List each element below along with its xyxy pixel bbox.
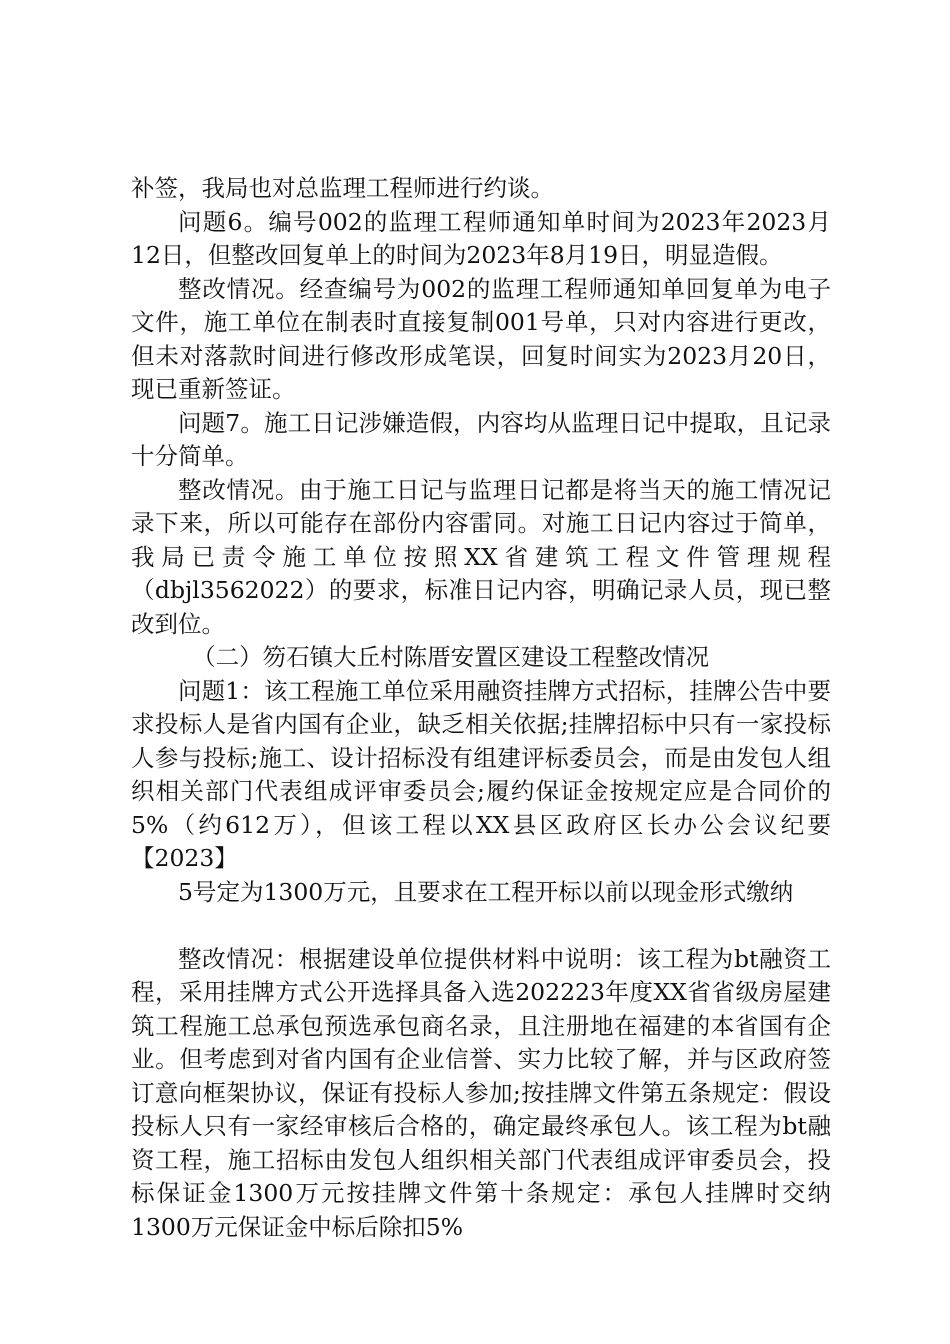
paragraph-issue-7: 问题7。施工日记涉嫌造假，内容均从监理日记中提取，且记录十分简单。 xyxy=(131,408,831,470)
paragraph-rectification-6: 整改情况。经查编号为002的监理工程师通知单回复单为电子文件，施工单位在制表时直接复制001号单，只对内容进行更改，但未对落款时间进行修改形成笔误，回复时间实为2023月20日，现已重新签证。 xyxy=(131,274,831,403)
section-heading: （二）笏石镇大丘村陈厝安置区建设工程整改情况 xyxy=(192,643,710,671)
paragraph-rectification-1: 整改情况：根据建设单位提供材料中说明：该工程为bt融资工程，采用挂牌方式公开选择具备入选202223年度XX省省级房屋建筑工程施工总承包预选承包商名录，且注册地在福建的本省国有企业。但考虑到对省内国有企业信誉、实力比较了解，并与区政府签订意向框架协议，保证有投标人参加;按挂牌文件第五条规定：假设投标人只有一家经审核后合格的，确定最终承包人。该工程为bt融资工程，施工招标由发包人组织相关部门代表组成评审委员会，投标保证金1300万元按挂牌文件第十条规定：承包人挂牌时交纳1300万元保证金中标后除扣5% xyxy=(131,944,831,1241)
document-body xyxy=(131,172,831,1244)
paragraph-issue-1: 问题1：该工程施工单位采用融资挂牌方式招标，挂牌公告中要求投标人是省内国有企业，缺乏相关依据;挂牌招标中只有一家投标人参与投标;施工、设计招标没有组建评标委员会，而是由发包人组织相关部门代表组成评审委员会;履约保证金按规定应是合同价的5%（约612万），但该工程以XX县区政府区长办公会议纪要【2023】 xyxy=(131,676,831,872)
paragraph-rectification-7: 整改情况。由于施工日记与监理日记都是将当天的施工情况记录下来，所以可能存在部份内容雷同。对施工日记内容过于简单，我局已责令施工单位按照XX省建筑工程文件管理规程（dbjl3562022）的要求，标准日记内容，明确记录人员，现已整改到位。 xyxy=(131,475,831,638)
paragraph-issue-1-continued: 5号定为1300万元，且要求在工程开标以前以现金形式缴纳 xyxy=(178,877,794,906)
paragraph-continuation: 补签，我局也对总监理工程师进行约谈。 xyxy=(131,174,554,202)
paragraph-issue-6: 问题6。编号002的监理工程师通知单时间为2023年2023月12日，但整改回复单上的时间为2023年8月19日，明显造假。 xyxy=(131,207,831,269)
